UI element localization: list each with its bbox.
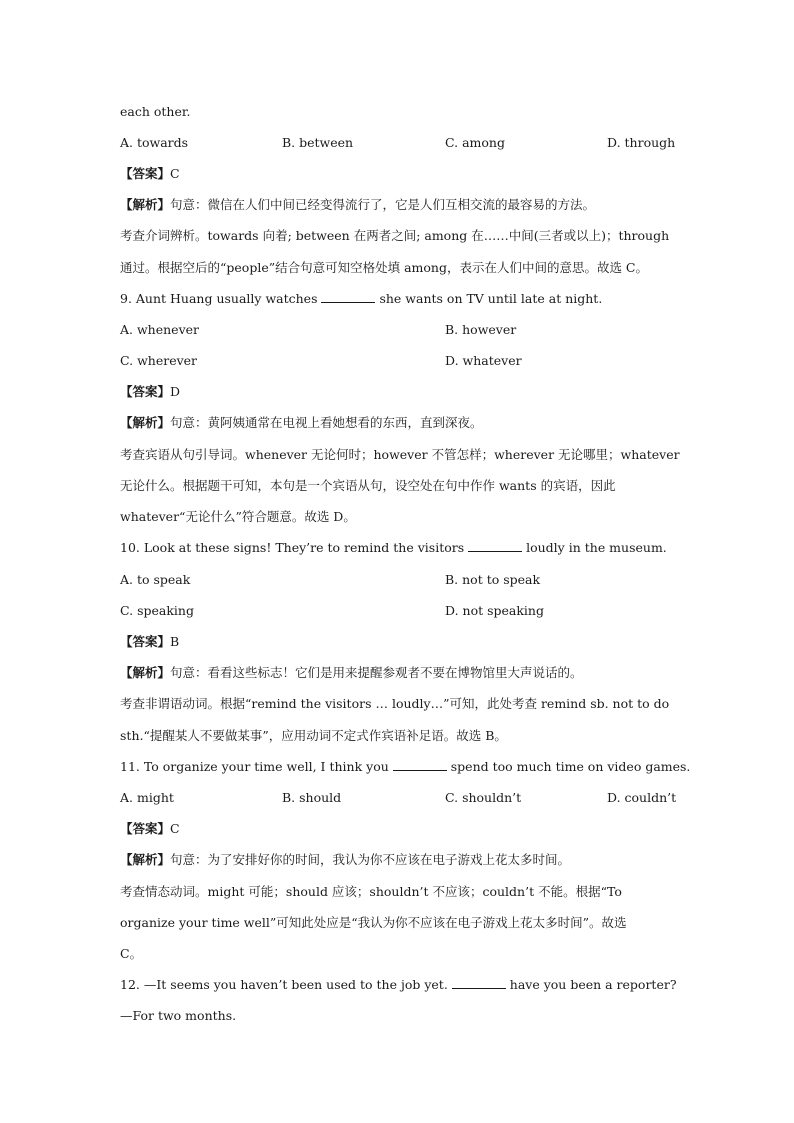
q9-stem-a: 9. Aunt Huang usually watches xyxy=(120,291,318,306)
answer-value: C xyxy=(170,821,180,836)
q10-option-b: B. not to speak xyxy=(445,572,541,587)
answer-label: 【答案】 xyxy=(120,634,171,649)
q12-response: —For two months. xyxy=(120,1008,237,1023)
answer-label: 【答案】 xyxy=(120,166,171,181)
q8-option-a: A. towards xyxy=(120,135,189,150)
q9-option-d: D. whatever xyxy=(445,353,522,368)
q9-explanation-line3: 无论什么。根据题干可知，本句是一个宾语从句，设空处在句中作作 wants 的宾语，因此 xyxy=(120,478,616,493)
answer-blank xyxy=(452,977,506,989)
q9-explanation xyxy=(120,415,483,431)
q12-stem-a: 12. —It seems you haven’t been used to the job yet. xyxy=(120,977,448,992)
q11-question xyxy=(120,759,690,775)
answer-label: 【答案】 xyxy=(120,384,171,399)
explanation-label: 【解析】 xyxy=(120,665,171,680)
answer-value: D xyxy=(170,384,181,399)
answer-blank xyxy=(468,540,522,552)
q11-answer xyxy=(120,821,180,837)
q10-answer xyxy=(120,634,179,650)
q9-option-b: B. however xyxy=(445,322,517,337)
q8-explanation-line2: 考查介词辨析。towards 向着; between 在两者之间; among 在……中间(三者或以上)；through xyxy=(120,228,670,243)
explanation-text: 句意：看看这些标志！它们是用来提醒参观者不要在博物馆里大声说话的。 xyxy=(170,665,583,680)
explanation-label: 【解析】 xyxy=(120,415,171,430)
answer-blank xyxy=(321,291,375,303)
q8-option-b: B. between xyxy=(282,135,354,150)
answer-value: C xyxy=(170,166,180,181)
q8-option-d: D. through xyxy=(607,135,676,150)
q11-explanation-line2: 考查情态动词。might 可能；should 应该；shouldn’t 不应该；couldn’t 不能。根据“To xyxy=(120,884,622,899)
explanation-text: 句意：黄阿姨通常在电视上看她想看的东西，直到深夜。 xyxy=(170,415,483,430)
q10-option-d: D. not speaking xyxy=(445,603,544,618)
answer-blank xyxy=(393,759,447,771)
answer-value: B xyxy=(170,634,180,649)
q12-stem-b: have you been a reporter? xyxy=(509,977,677,992)
explanation-text: 句意：为了安排好你的时间，我认为你不应该在电子游戏上花太多时间。 xyxy=(170,852,571,867)
q8-option-c: C. among xyxy=(445,135,505,150)
answer-label: 【答案】 xyxy=(120,821,171,836)
q11-option-b: B. should xyxy=(282,790,342,805)
q9-answer xyxy=(120,384,180,400)
q10-explanation-line2: 考查非谓语动词。根据“remind the visitors … loudly…”可知，此处考查 remind sb. not to do xyxy=(120,696,670,711)
q9-stem-b: she wants on TV until late at night. xyxy=(379,291,603,306)
explanation-label: 【解析】 xyxy=(120,852,171,867)
q9-explanation-line2: 考查宾语从句引导词。whenever 无论何时；however 不管怎样；wherever 无论哪里；whatever xyxy=(120,447,680,462)
explanation-label: 【解析】 xyxy=(120,197,171,212)
q10-stem-b: loudly in the museum. xyxy=(526,540,667,555)
continued-text: each other. xyxy=(120,104,191,119)
q9-option-a: A. whenever xyxy=(120,322,200,337)
q11-option-c: C. shouldn’t xyxy=(445,790,522,805)
q9-explanation-line4: whatever“无论什么”符合题意。故选 D。 xyxy=(120,509,356,524)
q11-explanation-line4: C。 xyxy=(120,946,143,961)
q11-option-a: A. might xyxy=(120,790,174,805)
q10-explanation xyxy=(120,665,583,681)
q8-explanation-line3: 通过。根据空后的“people”结合句意可知空格处填 among，表示在人们中间的意思。故选 C。 xyxy=(120,260,648,275)
q8-explanation xyxy=(120,197,595,213)
q8-answer xyxy=(120,166,180,182)
q10-stem-a: 10. Look at these signs! They’re to remind the visitors xyxy=(120,540,465,555)
q10-question xyxy=(120,540,667,556)
q11-stem-a: 11. To organize your time well, I think you xyxy=(120,759,389,774)
explanation-text: 句意：微信在人们中间已经变得流行了，它是人们互相交流的最容易的方法。 xyxy=(170,197,596,212)
q11-stem-b: spend too much time on video games. xyxy=(450,759,691,774)
q11-explanation xyxy=(120,852,570,868)
q10-option-c: C. speaking xyxy=(120,603,194,618)
q10-explanation-line3: sth.“提醒某人不要做某事”，应用动词不定式作宾语补足语。故选 B。 xyxy=(120,728,507,743)
q9-question xyxy=(120,291,602,307)
q12-question xyxy=(120,977,677,993)
q10-option-a: A. to speak xyxy=(120,572,191,587)
q11-explanation-line3: organize your time well”可知此处应是“我认为你不应该在电子游戏上花太多时间”。故选 xyxy=(120,915,627,930)
q9-option-c: C. wherever xyxy=(120,353,198,368)
q11-option-d: D. couldn’t xyxy=(607,790,677,805)
